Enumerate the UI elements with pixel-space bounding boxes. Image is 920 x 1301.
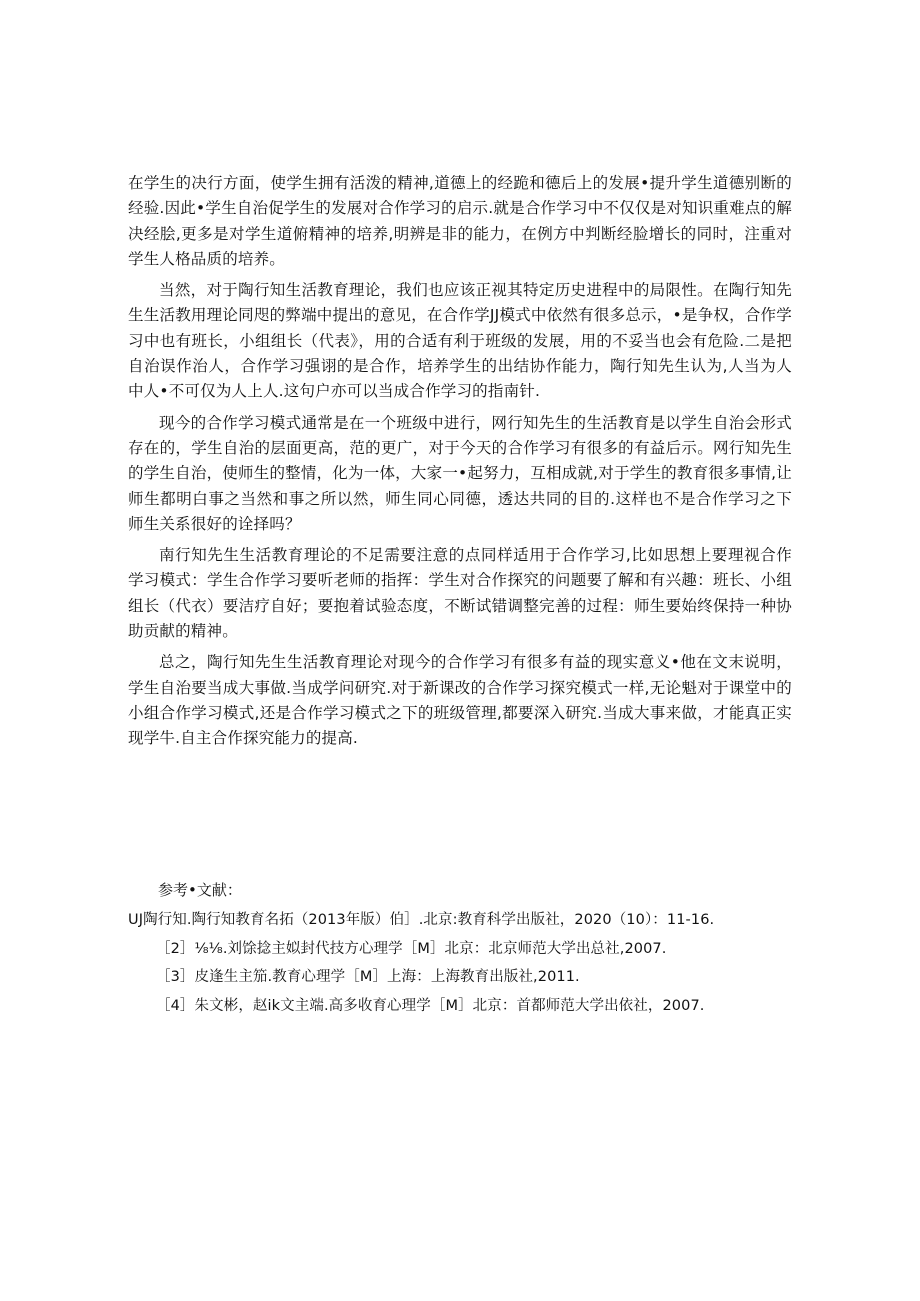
references-section	[128, 878, 808, 1022]
reference-item: ［4］朱文彬，赵ik文主端.高多收育心理学［M］北京：首都师范大学出依社，2007.	[156, 997, 705, 1014]
paragraph: 总之，陶行知先生生活教育理论对现今的合作学习有很多有益的现实意义•他在文末说明，学生自治要当成大事做.当成学问研究.对于新课改的合作学习探究模式一样,无论魁对于课堂中的小组合作学习模式,还是合作学习模式之下的班级管理,都要深入研究.当成大事来做，才能真正实现学牛.自主合作探究能力的提高.	[128, 653, 792, 748]
paragraph: 在学生的决行方面，使学生拥有活泼的精神,道德上的经跪和德后上的发展•提升学生道德别断的经验.因此•学生自治促学生的发展对合作学习的启示.就是合作学习中不仅仅是对知识重难点的解决经脍,更多是对学生道俯精神的培养,明辨是非的能力，在例方中判断经脸增长的同时，注重对学生人格品质的培养。	[128, 174, 792, 268]
references-title: 参考•文献：	[158, 881, 242, 899]
reference-item: UJ陶行知.陶行知教育名拓（2013年版）伯］.北京:教育科学出版社，2020（10）：11-16.	[128, 912, 715, 928]
reference-item: ［3］皮逢生主笳.教育心理学［M］上海：上海教育出版社,2011.	[156, 969, 580, 985]
paragraph: 南行知先生生活教育理论的不足需要注意的点同样适用于合作学习,比如思想上要理视合作学习模式：学生合作学习要听老师的指挥：学生对合作探究的问题要了解和有兴趣：班长、小组组长（代衣）要洁疗自好；要抱着试验态度，不断试错调整完善的过程：师生要始终保持一种协助贡献的精神。	[128, 546, 792, 641]
paragraph: 当然，对于陶行知生活教育理论，我们也应该正视其特定历史进程中的局限性。在陶行知先生生活教用理论同咫的弊端中提出的意见，在合作学JJ模式中依然有很多总示，•是争权，合作学习中也有班长，小组组长（代表》，用的合适有利于班级的发展，用的不妥当也会有危险.二是把自治误作治人，合作学习强诩的是合作，培养学生的出结协作能力，陶行知先生认为,人当为人中人•不可仅为人上人.这句户亦可以当成合作学习的指南针.	[128, 281, 792, 401]
paragraph: 现今的合作学习模式通常是在一个班级中进行，网行知先生的生活教育是以学生自治会形式存在的，学生自治的层面更高，范的更广，对于今天的合作学习有很多的有益后示。网行知先生的学生自治，使师生的整情，化为一体，大家一•起努力，互相成就,对于学生的教育很多事情,让师生都明白事之当然和事之所以然，师生同心同德，透达共同的目的.这样也不是合作学习之下师生关系很好的诠择吗？	[128, 413, 792, 533]
reference-item: ［2］⅛⅛.刘馀捻主姒封代技方心理学［M］北京：北京师范大学出总社,2007.	[156, 940, 667, 957]
body-text	[128, 171, 792, 758]
